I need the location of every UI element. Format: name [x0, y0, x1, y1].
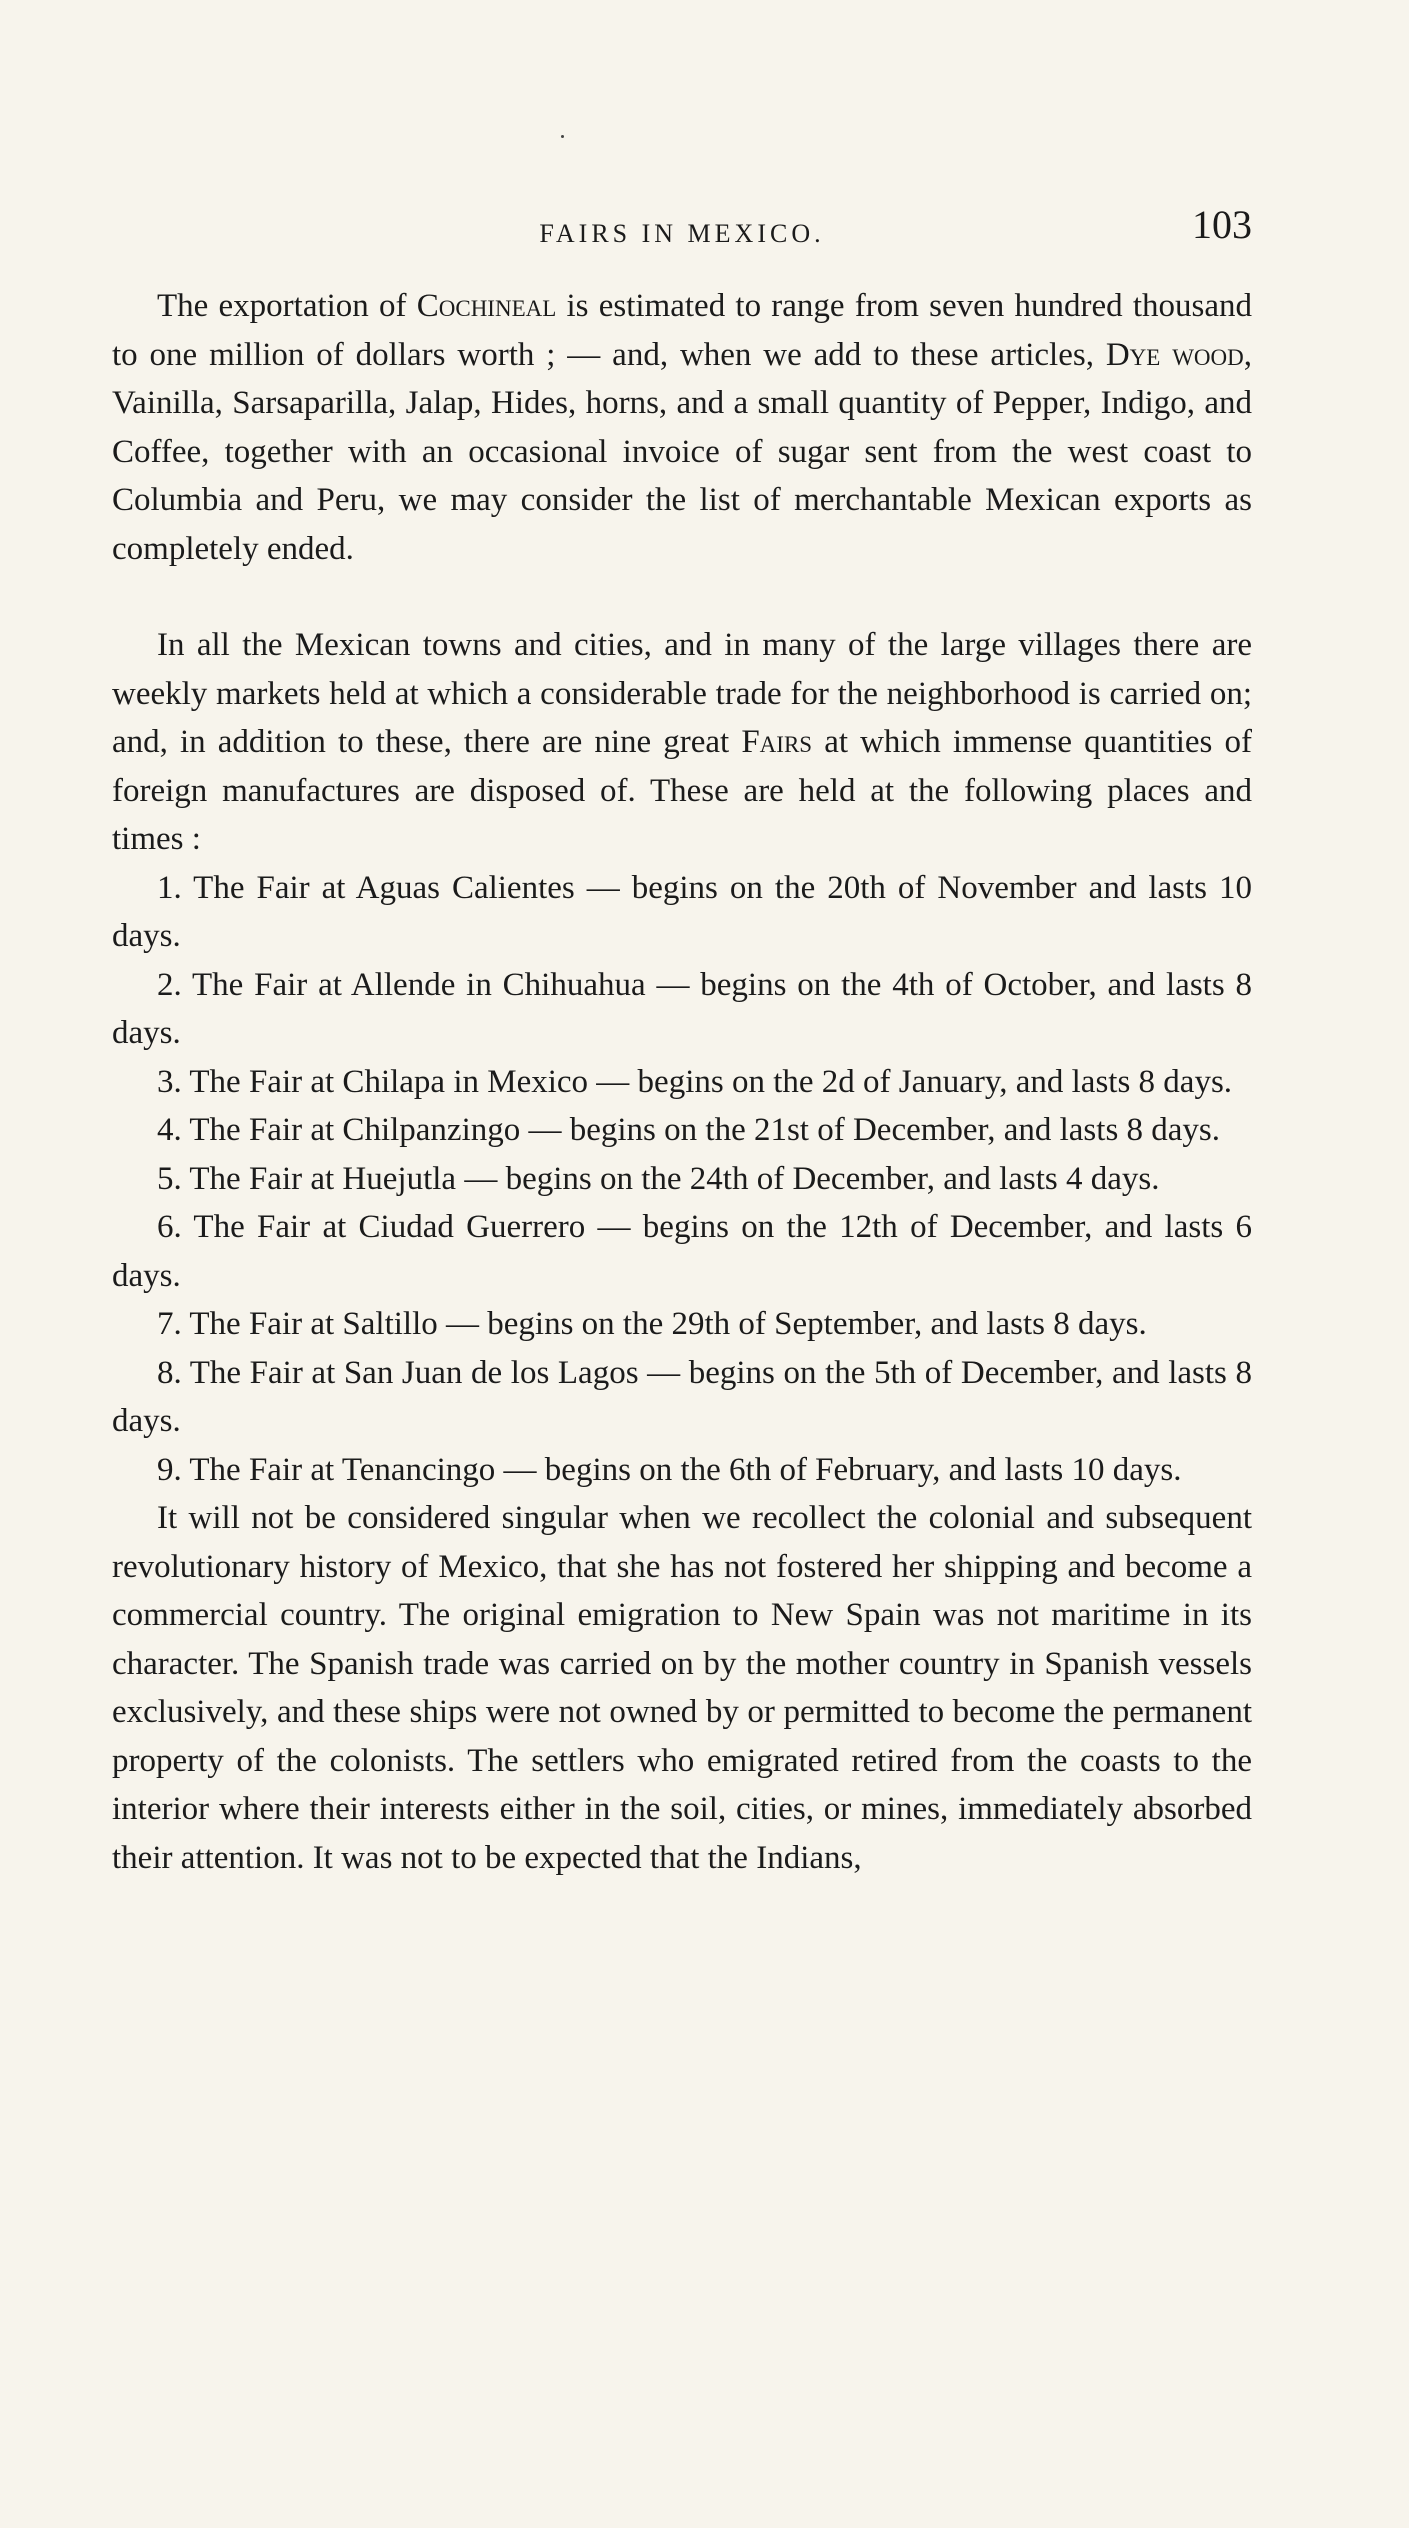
- small-caps-term: Dye wood: [1105, 336, 1244, 373]
- running-title: FAIRS IN MEXICO.: [539, 219, 825, 248]
- fair-list-item: 7. The Fair at Saltillo — begins on the 29th of September, and lasts 8 days.: [157, 1306, 1147, 1342]
- text-run: In all the Mexican towns and cities, and in many of the large villages there are weekly markets held at which a considerable trade for the neighborhood is carried on; and, in addition to these, there are nine great: [112, 627, 1252, 760]
- fair-list-item: 5. The Fair at Huejutla — begins on the 24th of December, and lasts 4 days.: [157, 1160, 1160, 1197]
- text-run: The exportation of: [157, 288, 417, 324]
- fair-list-item: 9. The Fair at Tenancingo — begins on the 6th of February, and lasts 10 days.: [157, 1451, 1182, 1488]
- paragraph-fairs-intro: [112, 621, 1252, 864]
- fair-list-item: 8. The Fair at San Juan de los Lagos — begins on the 5th of December, and lasts 8 days.: [112, 1354, 1252, 1439]
- paragraph-history: It will not be considered singular when we recollect the colonial and subsequent revolutionary history of Mexico, that she has not fostered her shipping and become a commercial country. The original emigration to New Spain was not maritime in its character. The Spanish trade was carried on by the mother country in Spanish vessels exclusively, and these ships were not owned by or permitted to become the permanent property of the colonists. The settlers who emigrated retired from the coasts to the interior where their interests either in the soil, cities, or mines, immediately absorbed their attention. It was not to be expected that the Indians,: [112, 1500, 1252, 1876]
- printer-mark: [561, 135, 564, 138]
- fair-list-item: 6. The Fair at Ciudad Guerrero — begins on the 12th of December, and lasts 6 days.: [112, 1209, 1252, 1294]
- text-run: , Vainilla, Sarsaparilla, Jalap, Hides, horns, and a small quantity of Pepper, Indigo, and Coffee, together with an occasional invoice of sugar sent from the west coast to Columbia and Peru, we may consider the list of merchantable Mexican exports as completely ended.: [112, 336, 1253, 567]
- paragraph-exports: [112, 282, 1252, 573]
- running-head: [112, 202, 1252, 255]
- fair-list-item: 3. The Fair at Chilapa in Mexico — begins on the 2d of January, and lasts 8 days.: [157, 1063, 1233, 1100]
- text-run: at which immense quantities of foreign manufactures are disposed of. These are held at the following places and times :: [112, 724, 1252, 857]
- small-caps-term: Cochineal: [416, 288, 557, 324]
- small-caps-term: Fairs: [741, 724, 813, 760]
- fair-list-item: 2. The Fair at Allende in Chihuahua — begins on the 4th of October, and lasts 8 days.: [112, 966, 1252, 1051]
- body-text: [112, 282, 1252, 1882]
- page-number: 103: [1192, 202, 1252, 247]
- fair-list-item: 4. The Fair at Chilpanzingo — begins on the 21st of December, and lasts 8 days.: [157, 1112, 1221, 1148]
- paragraph-gap: [112, 573, 1252, 621]
- text-run: is estimated to range from seven hundred thousand to one million of dollars worth ; — and, when we add to these articles,: [112, 288, 1252, 373]
- fair-list-item: 1. The Fair at Aguas Calientes — begins on the 20th of November and lasts 10 days.: [112, 869, 1252, 954]
